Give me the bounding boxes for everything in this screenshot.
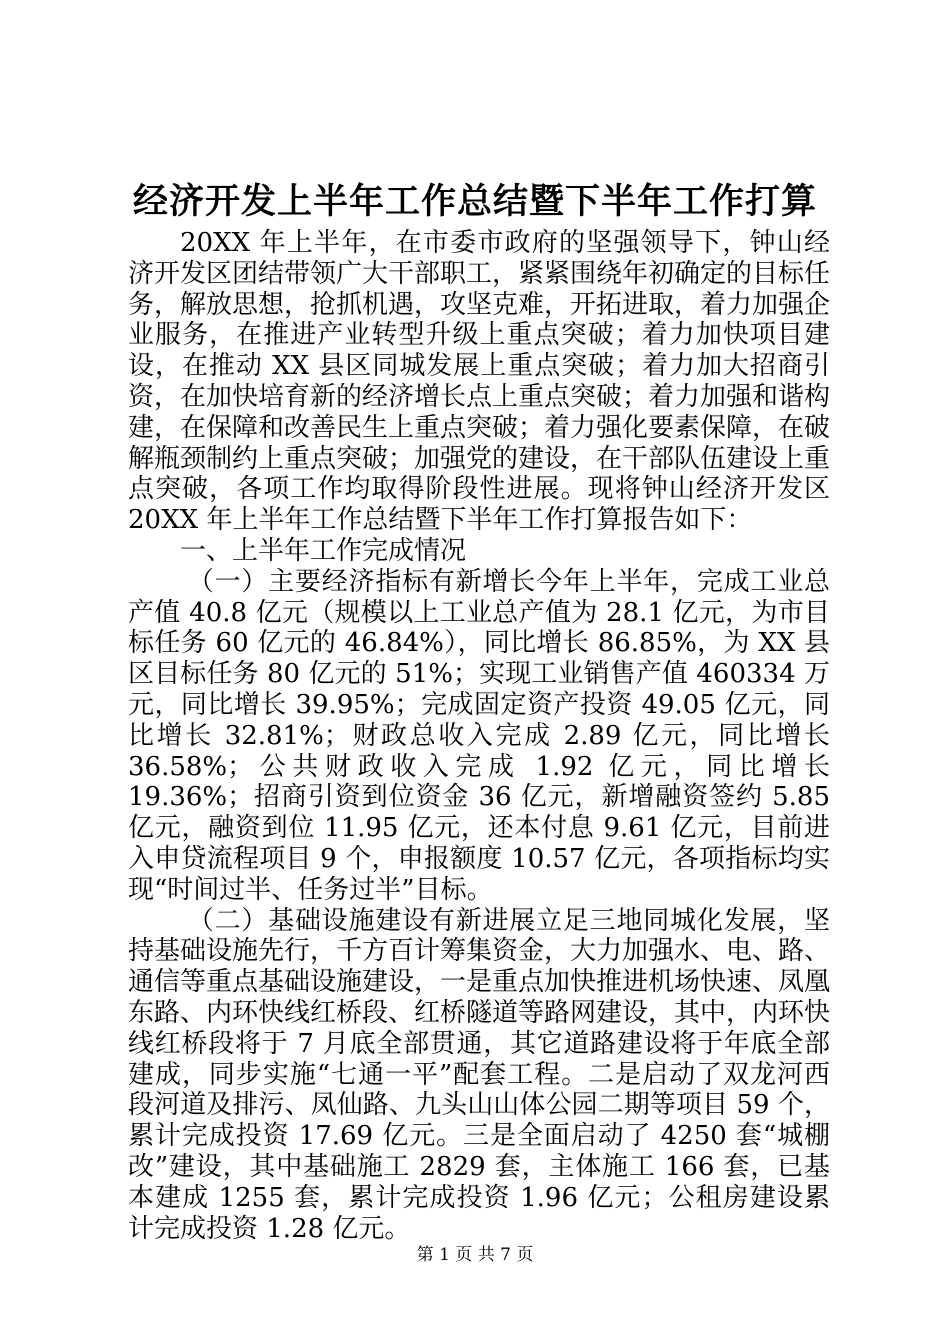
document-body: [128, 228, 830, 1244]
intro-paragraph: 20XX 年上半年，在市委市政府的坚强领导下，钟山经济开发区团结带领广大干部职工，紧紧围绕年初确定的目标任务，解放思想，抢抓机遇，攻坚克难，开拓进取，着力加强企业服务，在推进产业转型升级上重点突破；着力加快项目建设，在推动 XX 县区同城发展上重点突破；着力加大招商引资，在加快培育新的经济增长点上重点突破；着力加强和谐构建，在保障和改善民生上重点突破；着力强化要素保障，在破解瓶颈制约上重点突破；加强党的建设，在干部队伍建设上重点突破，各项工作均取得阶段性进展。现将钟山经济开发区 20XX 年上半年工作总结暨下半年工作打算报告如下：: [128, 228, 831, 536]
section-heading: 一、上半年工作完成情况: [180, 535, 467, 566]
economic-indicators-paragraph: （一）主要经济指标有新增长今年上半年，完成工业总产值 40.8 亿元（规模以上工业总产值为 28.1 亿元，为市目标任务 60 亿元的 46.84%），同比增长 86.85%，为 XX 县区目标任务 80 亿元的 51%；实现工业销售产值 460334 万元，同比增长 39.95%；完成固定资产投资 49.05 亿元，同比增长 32.81%；财政总收入完成 2.89 亿元，同比增长 36.58%；公共财政收入完成 1.92 亿元，同比增长 19.36%；招商引资到位资金 36 亿元，新增融资签约 5.85 亿元，融资到位 11.95 亿元，还本付息 9.61 亿元，目前进入申贷流程项目 9 个，申报额度 10.57 亿元，各项指标均实现“时间过半、任务过半”目标。: [128, 566, 830, 905]
page-number-footer: 第 1 页 共 7 页: [416, 1245, 534, 1265]
document-title: 经济开发上半年工作总结暨下半年工作打算: [132, 181, 817, 222]
infrastructure-paragraph: （二）基础设施建设有新进展立足三地同城化发展，坚持基础设施先行，千方百计筹集资金，大力加强水、电、路、通信等重点基础设施建设，一是重点加快推进机场快速、凤凰东路、内环快线红桥段、红桥隧道等路网建设，其中，内环快线红桥段将于 7 月底全部贯通，其它道路建设将于年底全部建成，同步实施“七通一平”配套工程。二是启动了双龙河西段河道及排污、凤仙路、九头山山体公园二期等项目 59 个，累计完成投资 17.69 亿元。三是全面启动了 4250 套“城棚改”建设，其中基础施工 2829 套，主体施工 166 套，已基本建成 1255 套，累计完成投资 1.96 亿元；公租房建设累计完成投资 1.28 亿元。: [128, 905, 831, 1244]
